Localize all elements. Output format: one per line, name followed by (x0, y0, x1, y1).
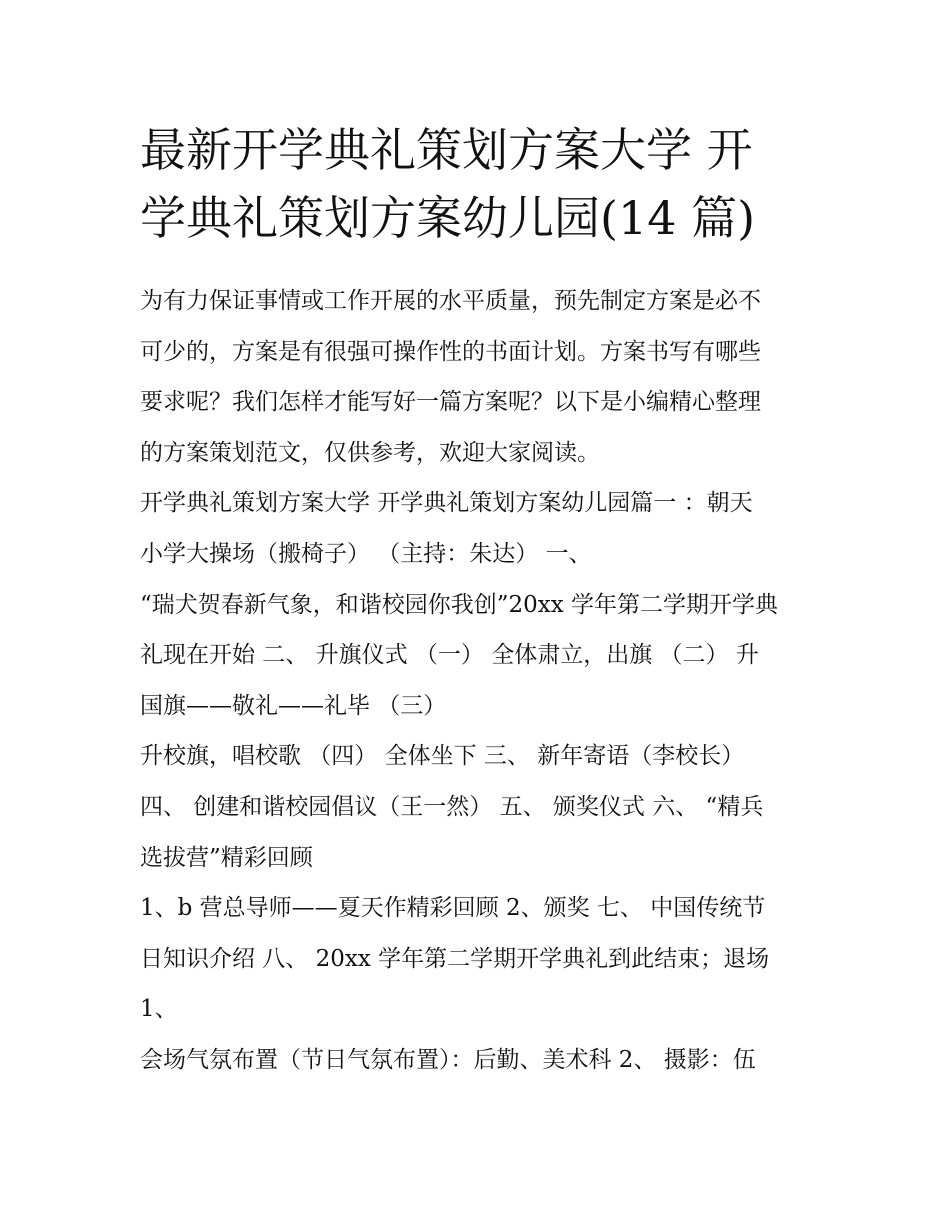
body-line: “瑞犬贺春新气象，和谐校园你我创”20xx 学年第二学期开学典 (140, 591, 779, 618)
body-line: 可少的，方案是有很强可操作性的书面计划。方案书写有哪些 (140, 338, 761, 365)
document-body (140, 276, 820, 1086)
title-line-2: 学典礼策划方案幼儿园(14 篇) (140, 191, 756, 245)
body-line: 小学大操场（搬椅子） （主持：朱达） 一、 (140, 540, 592, 567)
body-line: 会场气氛布置（节日气氛布置）：后勤、美术科 2、 摄影：伍 (140, 1046, 756, 1073)
body-line: 为有力保证事情或工作开展的水平质量，预先制定方案是必不 (140, 288, 761, 314)
body-line: 四、 创建和谐校园倡议（王一然） 五、 颁奖仪式 六、 “精兵 (140, 793, 764, 820)
body-line: 国旗——敬礼——礼毕 （三） (140, 692, 447, 719)
body-line: 1、 (140, 996, 178, 1023)
body-line: 开学典礼策划方案大学 开学典礼策划方案幼儿园篇一 ：朝天 (140, 490, 753, 517)
title-line-1: 最新开学典礼策划方案大学 开 (140, 123, 753, 177)
body-line: 礼现在开始 二、 升旗仪式 （一） 全体肃立，出旗 （二） 升 (140, 642, 759, 669)
body-line: 选拔营”精彩回顾 (140, 844, 313, 871)
body-line: 要求呢？我们怎样才能写好一篇方案呢？以下是小编精心整理 (140, 389, 761, 416)
body-line: 1、b 营总导师——夏天作精彩回顾 2、颁奖 七、 中国传统节 (140, 895, 766, 922)
document-title (140, 116, 820, 252)
body-line: 日知识介绍 八、 20xx 学年第二学期开学典礼到此结束；退场 (140, 945, 770, 972)
body-line: 的方案策划范文，仅供参考，欢迎大家阅读。 (140, 439, 600, 466)
body-line: 升校旗，唱校歌 （四） 全体坐下 三、 新年寄语（李校长） (140, 743, 745, 770)
